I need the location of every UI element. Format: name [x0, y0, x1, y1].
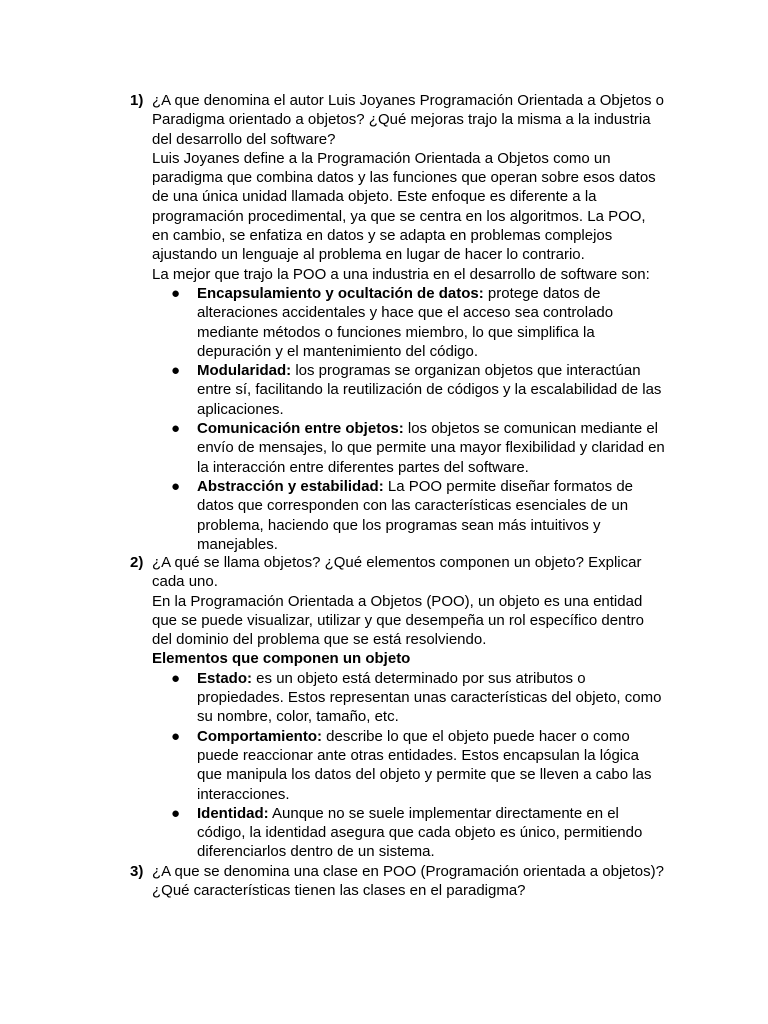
answer-paragraph: Luis Joyanes define a la Programación Orientada a Objetos como un paradigma que combina datos y las funciones que operan sobre esos datos de una única unidad llamada objeto. Este enfoque es diferente a la programación procedimental, ya que se centra en los algoritmos. La POO, en cambio, se enfatiza en datos y se adapta en problemas complejos ajustando un lenguaje al problema en lugar de hacer lo contrario. [152, 149, 656, 264]
list-item-term: Encapsulamiento y ocultación de datos: [197, 284, 484, 302]
bullet-icon: ● [171, 477, 181, 495]
question-body [152, 91, 665, 554]
list-item-term: Comunicación entre objetos: [197, 420, 404, 438]
benefits-list [152, 284, 665, 554]
list-item-text: protege datos de alteraciones accidentales y hace que el acceso sea controlado mediante métodos o funciones miembro, lo que simplifica la depuración y el mantenimiento del código. [197, 284, 614, 360]
list-item-text: describe lo que el objeto puede hacer o como puede reaccionar ante otras entidades. Estos encapsulan la lógica que manipula los datos del objeto y permite que se lleven a cabo las interacciones. [197, 727, 652, 803]
list-item [152, 419, 665, 477]
list-item-term: Abstracción y estabilidad: [197, 477, 384, 495]
question-3 [130, 862, 665, 901]
bullet-icon: ● [171, 804, 181, 822]
list-item [152, 804, 665, 862]
list-item-term: Modularidad: [197, 362, 292, 380]
list-item-term: Comportamiento: [197, 727, 322, 745]
elements-list [152, 669, 665, 862]
bullet-icon: ● [171, 362, 181, 380]
list-item-term: Identidad: [197, 804, 269, 822]
list-item [152, 361, 665, 419]
question-body [152, 553, 665, 862]
section-subheading: Elementos que componen un objeto [152, 650, 411, 668]
question-number: 3) [130, 863, 144, 880]
question-1 [130, 91, 665, 554]
question-2 [130, 553, 665, 862]
question-number: 1) [130, 92, 144, 109]
list-item-term: Estado: [197, 669, 253, 687]
question-body [152, 862, 665, 901]
bullet-icon: ● [171, 420, 181, 438]
bullet-icon: ● [171, 669, 181, 687]
list-item-text: es un objeto está determinado por sus atributos o propiedades. Estos representan unas características del objeto, como su nombre, color, tamaño, etc. [197, 669, 662, 726]
list-item-text: los programas se organizan objetos que interactúan entre sí, facilitando la reutilización de códigos y la escalabilidad de las aplicaciones. [197, 362, 662, 418]
list-item [152, 284, 665, 361]
question-number: 2) [130, 554, 144, 571]
question-text: ¿A que se denomina una clase en POO (Programación orientada a objetos)? ¿Qué características tienen las clases en el paradigma? [152, 863, 664, 900]
list-item-text: los objetos se comunican mediante el envío de mensajes, lo que permite una mayor flexibilidad y claridad en la interacción entre diferentes partes del software. [197, 420, 665, 476]
question-text: ¿A qué se llama objetos? ¿Qué elementos componen un objeto? Explicar cada uno. [152, 554, 642, 591]
question-text: ¿A que denomina el autor Luis Joyanes Programación Orientada a Objetos o Paradigma orientado a objetos? ¿Qué mejoras trajo la misma a la industria del desarrollo del software? [152, 92, 664, 148]
list-item-text: Aunque no se suele implementar directamente en el código, la identidad asegura que cada objeto es único, permitiendo diferenciarlos dentro de un sistema. [197, 804, 643, 861]
list-item [152, 727, 665, 804]
list-item-text: La POO permite diseñar formatos de datos que corresponden con las características esenciales de un problema, haciendo que los programas sean más intuitivos y manejables. [197, 477, 633, 553]
answer-intro: La mejor que trajo la POO a una industria en el desarrollo de software son: [152, 265, 650, 283]
list-item [152, 669, 665, 727]
answer-paragraph: En la Programación Orientada a Objetos (POO), un objeto es una entidad que se puede visualizar, utilizar y que desempeña un rol específico dentro del dominio del problema que se está resolviendo. [152, 592, 644, 649]
bullet-icon: ● [171, 284, 181, 302]
list-item [152, 477, 665, 554]
bullet-icon: ● [171, 727, 181, 745]
